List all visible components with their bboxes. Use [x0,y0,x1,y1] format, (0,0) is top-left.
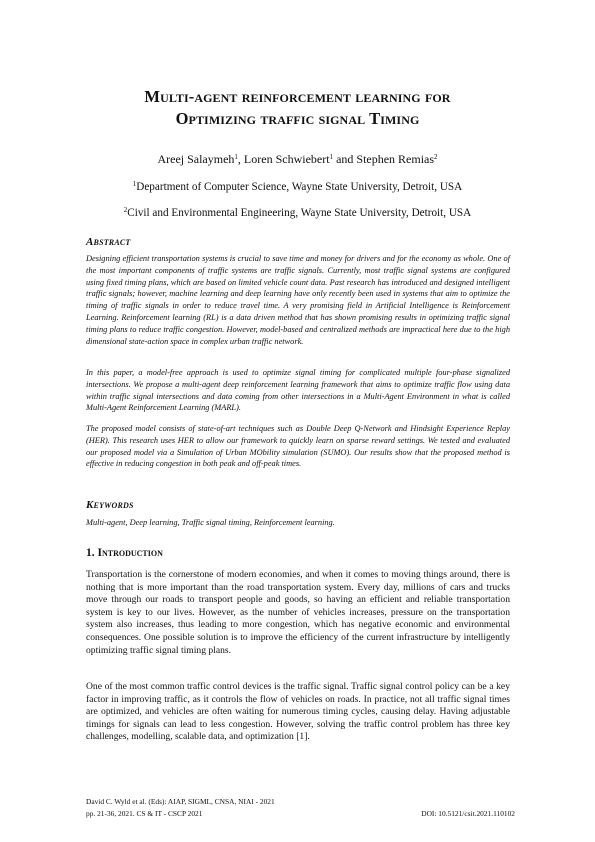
author-affil-marker: 1 [234,153,238,161]
affiliation-2 [40,207,555,219]
affil-text: Department of Computer Science, Wayne State University, Detroit, USA [136,181,463,193]
title-line-2: Optimizing traffic signal Timing [175,109,420,128]
author-name: , Loren Schwiebert [237,152,330,166]
title-line-1: Multi-agent reinforcement learning for [144,87,451,106]
footer-doi: DOI: 10.5121/csit.2021.110102 [421,809,515,818]
footer-editors: David C. Wyld et al. (Eds): AIAP, SIGML, CNSA, NIAI - 2021 [86,797,275,806]
footer-pages: pp. 21-36, 2021. CS & IT - CSCP 2021 [86,809,203,818]
author-name: and Stephen Remias [333,152,435,166]
author-name: Areej Salaymeh [157,152,235,166]
abstract-paragraph-2: In this paper, a model-free approach is used to optimize signal timing for complicated multiple four-phase signalized intersections. We propose a multi-agent deep reinforcement learning framework that aims to optimize traffic flow using data within traffic signal intersections and data coming from other intersections in a Multi-Agent Environment in what is called Multi-Agent Reinforcement Learning (MARL). [86,368,510,413]
affil-text: Civil and Environmental Engineering, Wayne State University, Detroit, USA [127,207,472,219]
keywords-text: Multi-agent, Deep learning, Traffic signal timing, Reinforcement learning. [86,518,335,527]
abstract-paragraph-3: The proposed model consists of state-of-art techniques such as Double Deep Q-Network and Hindsight Experience Replay (HER). This research uses HER to allow our framework to quickly learn on sparse reward settings. We tested and evaluated our proposed model via a Simulation of Urban MObility simulation (SUMO). Our results show that the proposed method is effective in reducing congestion in both peak and off-peak times. [86,424,510,469]
abstract-paragraph-1: Designing efficient transportation systems is crucial to save time and money for drivers and for the economy as whole. One of the most important components of traffic systems are traffic signals. Currently, most traffic signal systems are configured using fixed timing plans, which are based on limited vehicle count data. Past research has introduced and designed intelligent traffic signals; however, machine learning and deep learning have only recently been used in systems that aim to optimize the timing of traffic signals in order to reduce travel time. A very promising field in Artificial Intelligence is Reinforcement Learning. Reinforcement learning (RL) is a data driven method that has shown promising results in optimizing traffic signal timing plans to reduce traffic congestion. However, model-based and centralized methods are impractical here due to the high dimensional state-action space in complex urban traffic network. [86,254,510,346]
paper-title [60,86,535,130]
author-affil-marker: 2 [434,153,438,161]
intro-paragraph-1: Transportation is the cornerstone of modern economies, and when it comes to moving things around, there is nothing that is more important than the road transportation system. Every day, millions of cars and trucks move through our roads to transport people and goods, so having an efficient and reliable transportation system is key to our lives. However, as the number of vehicles increases, pressure on the transportation system also increases, thus leading to more congestion, which has negative economic and environmental consequences. One possible solution is to improve the efficiency of the current infrastructure by intelligently optimizing traffic signal timing plans. [86,569,510,656]
abstract-heading: Abstract [86,236,131,248]
affil-marker: 1 [132,180,137,188]
affiliation-1 [40,181,555,193]
intro-paragraph-2: One of the most common traffic control devices is the traffic signal. Traffic signal control policy can be a key factor in improving traffic, as it controls the flow of vehicles on roads. In practice, not all traffic signal times are optimized, and vehicles are often waiting for numerous timing cycles, causing delay. Having adjustable timings for signals can lead to less congestion. However, solving the traffic control problem has three key challenges, modelling, scalable data, and optimization [1]. [86,681,510,743]
affil-marker: 2 [123,206,128,214]
author-affil-marker: 1 [329,153,334,161]
author-list [40,152,555,167]
keywords-heading: Keywords [86,499,134,511]
section-heading-introduction: 1. Introduction [86,547,163,559]
